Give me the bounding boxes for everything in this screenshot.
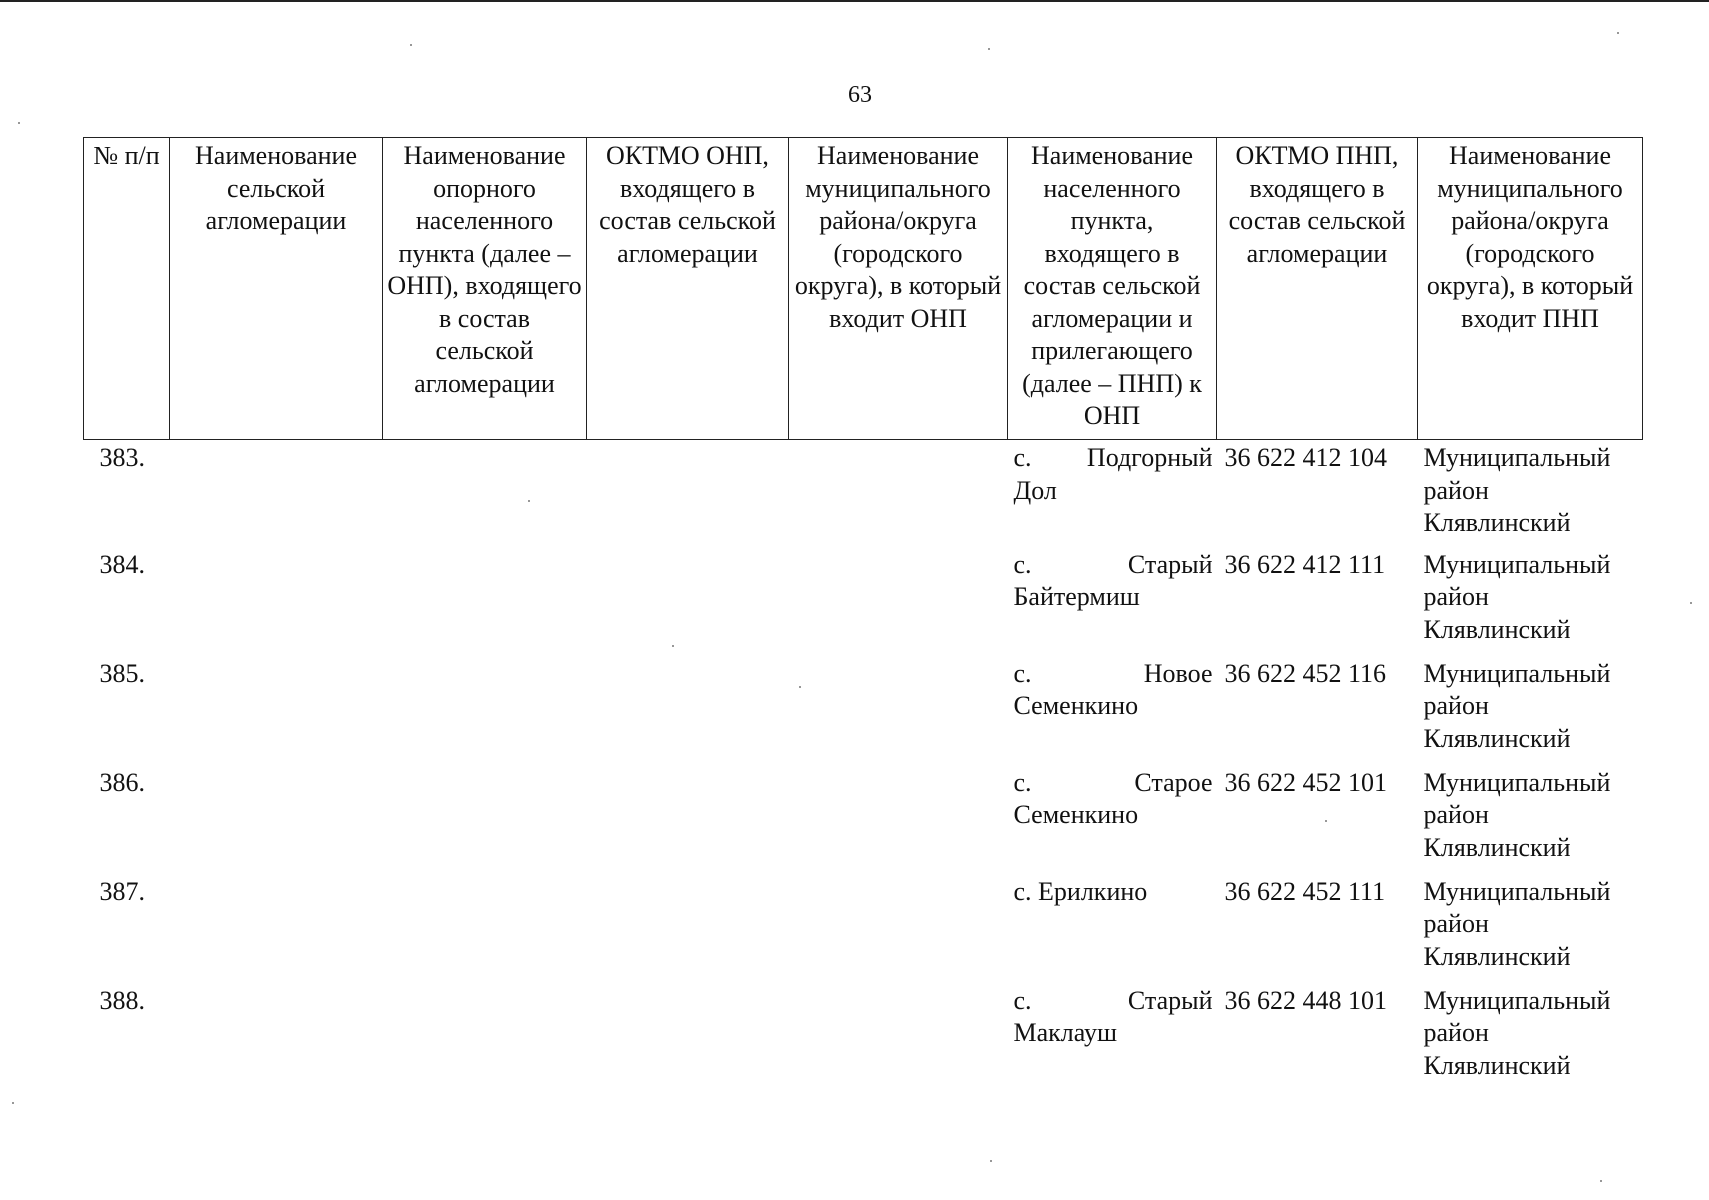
pnp-district-cell: Муниципальный район Клявлинский xyxy=(1423,767,1611,862)
row-number: 383. xyxy=(99,443,145,472)
onp-district-cell xyxy=(789,876,1008,985)
scan-speck xyxy=(799,686,801,688)
pnp-oktmo-cell: 36 622 452 116 xyxy=(1224,658,1387,688)
agglomeration-cell xyxy=(170,985,383,1094)
pnp-district-cell: Муниципальный район Клявлинский xyxy=(1423,985,1611,1080)
agglomeration-cell xyxy=(170,767,383,876)
table-row xyxy=(84,549,1643,658)
scan-speck xyxy=(990,1160,992,1162)
onp-oktmo-cell xyxy=(587,549,789,658)
header-onp-district: Наименование муниципального района/округа (городского округа), в который входит ОНП xyxy=(789,138,1008,440)
onp-cell xyxy=(383,985,587,1094)
agglomeration-cell xyxy=(170,658,383,767)
pnp-name-cell: с. Старое Семенкино xyxy=(1013,767,1213,829)
scan-speck xyxy=(18,122,20,124)
pnp-name-cell: с. Новое Семенкино xyxy=(1013,658,1213,720)
table-row xyxy=(84,876,1643,985)
row-number: 386. xyxy=(99,767,145,797)
scan-speck xyxy=(1325,820,1327,822)
pnp-district-cell: Муниципальный район Клявлинский xyxy=(1423,658,1611,753)
onp-oktmo-cell xyxy=(587,658,789,767)
agglomeration-table xyxy=(83,137,1643,1094)
row-number: 384. xyxy=(99,549,145,579)
onp-oktmo-cell xyxy=(587,440,789,549)
onp-cell xyxy=(383,549,587,658)
onp-cell xyxy=(383,440,587,549)
pnp-name-cell: с. Ерилкино xyxy=(1013,876,1148,906)
row-number: 387. xyxy=(99,876,145,906)
onp-district-cell xyxy=(789,549,1008,658)
pnp-name-cell: с. Подгорный Дол xyxy=(1013,443,1213,505)
table-row xyxy=(84,767,1643,876)
header-onp-oktmo: ОКТМО ОНП, входящего в состав сельской агломерации xyxy=(587,138,789,440)
agglomeration-cell xyxy=(170,876,383,985)
scan-speck xyxy=(1600,1180,1602,1182)
header-number: № п/п xyxy=(84,138,170,440)
agglomeration-cell xyxy=(170,440,383,549)
scan-speck xyxy=(410,44,412,46)
pnp-district-cell: Муниципальный район Клявлинский xyxy=(1423,549,1611,644)
pnp-name-cell: с. Старый Маклауш xyxy=(1013,985,1213,1047)
onp-district-cell xyxy=(789,767,1008,876)
table-row xyxy=(84,440,1643,549)
onp-district-cell xyxy=(789,658,1008,767)
pnp-name-cell: с. Старый Байтермиш xyxy=(1013,549,1213,611)
onp-cell xyxy=(383,658,587,767)
onp-district-cell xyxy=(789,985,1008,1094)
pnp-district-cell: Муниципальный район Клявлинский xyxy=(1423,443,1611,537)
agglomeration-cell xyxy=(170,549,383,658)
table-header-row xyxy=(84,138,1643,440)
table-row xyxy=(84,985,1643,1094)
scan-speck xyxy=(1690,602,1692,604)
header-onp-name: Наименование опорного населенного пункта (далее – ОНП), входящего в состав сельской агломерации xyxy=(383,138,587,440)
table-row xyxy=(84,658,1643,767)
onp-oktmo-cell xyxy=(587,985,789,1094)
pnp-oktmo-cell: 36 622 412 111 xyxy=(1224,549,1386,579)
scan-speck xyxy=(1617,32,1619,34)
onp-oktmo-cell xyxy=(587,767,789,876)
pnp-district-cell: Муниципальный район Клявлинский xyxy=(1423,876,1611,971)
onp-district-cell xyxy=(789,440,1008,549)
row-number: 385. xyxy=(99,658,145,688)
row-number: 388. xyxy=(99,985,145,1015)
header-agglomeration-name: Наименование сельской агломерации xyxy=(170,138,383,440)
pnp-oktmo-cell: 36 622 452 101 xyxy=(1224,767,1387,797)
header-pnp-district: Наименование муниципального района/округа (городского округа), в который входит ПНП xyxy=(1418,138,1643,440)
scan-speck xyxy=(988,48,990,50)
onp-cell xyxy=(383,767,587,876)
scan-speck xyxy=(528,500,530,502)
scan-speck xyxy=(672,645,674,647)
onp-oktmo-cell xyxy=(587,876,789,985)
pnp-oktmo-cell: 36 622 452 111 xyxy=(1224,876,1386,906)
scan-speck xyxy=(12,1102,14,1104)
header-pnp-oktmo: ОКТМО ПНП, входящего в состав сельской агломерации xyxy=(1217,138,1418,440)
page-number: 63 xyxy=(848,82,872,108)
pnp-oktmo-cell: 36 622 412 104 xyxy=(1224,443,1387,472)
pnp-oktmo-cell: 36 622 448 101 xyxy=(1224,985,1387,1015)
header-pnp-name: Наименование населенного пункта, входящего в состав сельской агломерации и прилегающего (далее – ПНП) к ОНП xyxy=(1008,138,1217,440)
onp-cell xyxy=(383,876,587,985)
